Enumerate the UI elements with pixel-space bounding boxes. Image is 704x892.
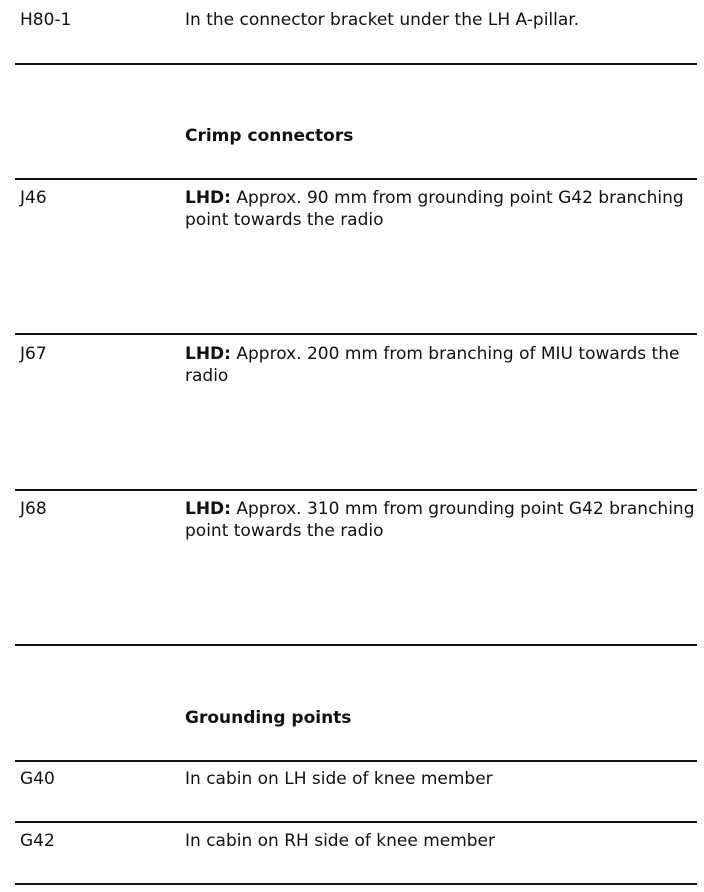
- entry-description-g42: In cabin on RH side of knee member: [185, 831, 496, 851]
- section-heading-grounding-points: Grounding points: [185, 708, 352, 728]
- divider: [15, 883, 697, 885]
- lhd-label: LHD:: [185, 188, 231, 208]
- divider: [15, 333, 697, 335]
- entry-text: Approx. 200 mm from branching of MIU towards the radio: [185, 344, 680, 386]
- entry-code-j68: J68: [20, 499, 47, 519]
- entry-code-g40: G40: [20, 769, 55, 789]
- entry-description-h80-1: In the connector bracket under the LH A-pillar.: [185, 10, 580, 30]
- entry-code-h80-1: H80-1: [20, 10, 72, 30]
- divider: [15, 644, 697, 646]
- divider: [15, 489, 697, 491]
- divider: [15, 63, 697, 65]
- lhd-label: LHD:: [185, 344, 231, 364]
- entry-description-j46: [185, 187, 699, 231]
- entry-description-j67: [185, 343, 699, 387]
- entry-text: Approx. 310 mm from grounding point G42 branching point towards the radio: [185, 499, 695, 541]
- entry-text: Approx. 90 mm from grounding point G42 branching point towards the radio: [185, 188, 684, 230]
- divider: [15, 760, 697, 762]
- entry-code-j46: J46: [20, 188, 47, 208]
- entry-code-j67: J67: [20, 344, 47, 364]
- entry-description-g40: In cabin on LH side of knee member: [185, 769, 493, 789]
- section-heading-crimp-connectors: Crimp connectors: [185, 126, 354, 146]
- entry-description-j68: [185, 498, 699, 542]
- lhd-label: LHD:: [185, 499, 231, 519]
- divider: [15, 821, 697, 823]
- entry-code-g42: G42: [20, 831, 55, 851]
- divider: [15, 178, 697, 180]
